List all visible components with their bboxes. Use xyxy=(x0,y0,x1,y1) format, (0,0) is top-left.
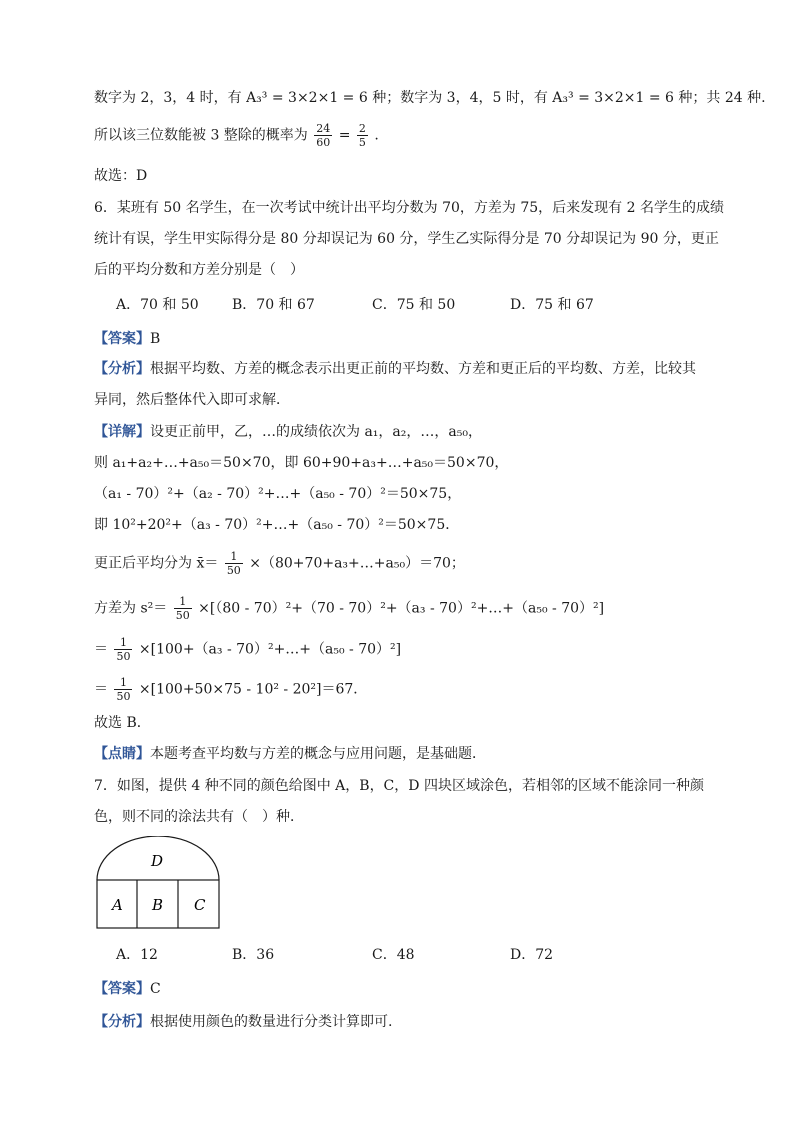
q6-option-b: B．70 和 67 xyxy=(232,297,315,313)
detail-tag: 【详解】 xyxy=(94,424,150,440)
q6-option-a: A．70 和 50 xyxy=(116,297,199,313)
analysis-text: 根据使用颜色的数量进行分类计算即可. xyxy=(150,1014,393,1030)
detail-text: 设更正前甲，乙，…的成绩依次为 a₁，a₂，…，a₅₀， xyxy=(150,424,482,440)
frac-numerator: 24 xyxy=(316,122,331,135)
q7-option-c: C．48 xyxy=(372,947,415,963)
frac-denominator: 50 xyxy=(175,609,190,622)
q6-detail-4: 即 10²+20²+（a₃ - 70）²+…+（a₅₀ - 70）²＝50×75． xyxy=(94,517,460,533)
step-suffix: ×[100+（a₃ - 70）²+…+（a₅₀ - 70）²] xyxy=(138,641,402,658)
fraction-1-50 xyxy=(174,595,192,622)
frac-denominator: 50 xyxy=(116,650,131,663)
q7-option-d: D．72 xyxy=(510,947,554,963)
frac-denominator: 50 xyxy=(116,690,131,703)
q6-detail-1 xyxy=(94,422,482,442)
q6-option-c: C．75 和 50 xyxy=(372,297,456,313)
q7-stem-2: 色，则不同的涂法共有（ ）种． xyxy=(94,809,304,825)
frac-numerator: 1 xyxy=(225,550,243,564)
q6-option-d: D．75 和 67 xyxy=(510,297,594,313)
equals-sign: = xyxy=(338,127,351,144)
answer-tag: 【答案】 xyxy=(94,331,150,347)
q7-option-a: A．12 xyxy=(116,947,158,963)
q6-answer xyxy=(94,329,160,349)
q7-analysis xyxy=(94,1012,392,1032)
comment-tag: 【点睛】 xyxy=(94,746,150,762)
q6-stem-3: 后的平均分数和方差分别是（ ） xyxy=(94,262,304,278)
step-prefix: ＝ xyxy=(94,641,108,658)
q6-detail-8 xyxy=(94,676,367,703)
q5-choice: 故选：D xyxy=(94,168,148,184)
frac-numerator: 1 xyxy=(174,595,192,609)
fraction-1-50 xyxy=(225,550,243,577)
mean-prefix: 更正后平均分为 x̄＝ xyxy=(94,555,219,572)
region-diagram xyxy=(96,836,220,931)
variance-prefix: 方差为 s²＝ xyxy=(94,600,168,617)
answer-value: B xyxy=(150,331,161,347)
q6-detail-3: （a₁ - 70）²+（a₂ - 70）²+…+（a₅₀ - 70）²＝50×75， xyxy=(94,486,462,502)
q6-detail-2: 则 a₁+a₂+…+a₅₀＝50×70，即 60+90+a₃+…+a₅₀＝50×70， xyxy=(94,455,509,471)
q7-stem-1: 7．如图，提供 4 种不同的颜色给图中 A，B，C，D 四块区域涂色，若相邻的区域不能涂同一种颜 xyxy=(94,778,704,794)
q5-line2 xyxy=(94,122,379,149)
step-prefix: ＝ xyxy=(94,681,108,698)
q5-line1: 数字为 2，3，4 时，有 A₃³ = 3×2×1 = 6 种；数字为 3，4，5 时，有 A₃³ = 3×2×1 = 6 种；共 24 种. xyxy=(94,90,766,106)
q7-option-b: B．36 xyxy=(232,947,275,963)
q6-detail-5 xyxy=(94,550,465,577)
fraction-1-50 xyxy=(114,636,132,663)
label-c: C xyxy=(194,896,206,914)
q5-line2-prefix: 所以该三位数能被 3 整除的概率为 xyxy=(94,127,308,144)
q6-choice: 故选 B． xyxy=(94,715,151,731)
q6-analysis-2: 异同，然后整体代入即可求解． xyxy=(94,392,290,408)
label-a: A xyxy=(112,896,123,914)
mean-suffix: ×（80+70+a₃+…+a₅₀）＝70； xyxy=(249,555,465,572)
frac-numerator: 1 xyxy=(114,676,132,690)
q7-answer xyxy=(94,979,161,999)
label-b: B xyxy=(152,896,164,914)
frac-denominator: 60 xyxy=(316,136,331,149)
q6-comment xyxy=(94,744,486,764)
step-suffix: ×[100+50×75 - 10² - 20²]＝67． xyxy=(138,681,368,698)
q6-stem-1: 6．某班有 50 名学生，在一次考试中统计出平均分数为 70，方差为 75，后来发现有 2 名学生的成绩 xyxy=(94,200,724,216)
frac-numerator: 2 xyxy=(358,122,366,135)
analysis-text: 根据平均数、方差的概念表示出更正前的平均数、方差和更正后的平均数、方差，比较其 xyxy=(150,361,696,377)
answer-value: C xyxy=(150,981,161,997)
q6-detail-6 xyxy=(94,595,604,622)
frac-numerator: 1 xyxy=(114,636,132,650)
frac-denominator: 5 xyxy=(358,136,366,149)
fraction-1-50 xyxy=(114,676,132,703)
comment-text: 本题考查平均数与方差的概念与应用问题，是基础题． xyxy=(150,746,486,762)
answer-tag: 【答案】 xyxy=(94,981,150,997)
q6-analysis-1 xyxy=(94,359,696,379)
analysis-tag: 【分析】 xyxy=(94,361,150,377)
fraction-24-60 xyxy=(314,122,332,149)
fraction-2-5 xyxy=(357,122,368,149)
analysis-tag: 【分析】 xyxy=(94,1014,150,1030)
q5-line2-suffix: . xyxy=(374,127,379,144)
frac-denominator: 50 xyxy=(226,564,241,577)
q6-stem-2: 统计有误，学生甲实际得分是 80 分却误记为 60 分，学生乙实际得分是 70 分却误记为 90 分，更正 xyxy=(94,231,719,247)
variance-suffix: ×[（80 - 70）²+（70 - 70）²+（a₃ - 70）²+…+（a₅₀ - 70）²] xyxy=(198,600,605,617)
label-d: D xyxy=(151,852,164,870)
q6-detail-7 xyxy=(94,636,401,663)
